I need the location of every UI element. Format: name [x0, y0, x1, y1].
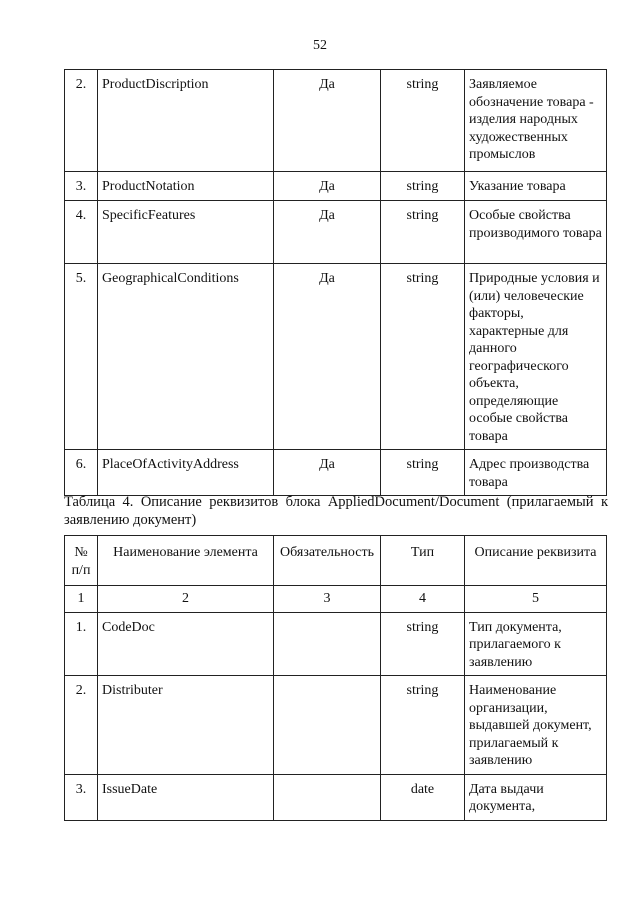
requisite-description: Природные условия и (или) человеческие факторы, характерные для данного географического объекта, определяющие особые свойства товара [465, 264, 607, 450]
table-row [65, 450, 607, 496]
element-name: IssueDate [98, 774, 274, 820]
element-name: Distributer [98, 676, 274, 775]
table-row [65, 774, 607, 820]
header-type: Тип [381, 536, 465, 586]
required-flag [274, 676, 381, 775]
requisite-description: Заявляемое обозначение товара - изделия народных художественных промыслов [465, 70, 607, 172]
requisite-description: Особые свойства производимого товара [465, 201, 607, 264]
data-type: string [381, 612, 465, 676]
header-element-name: Наименование элемента [98, 536, 274, 586]
element-name: PlaceOfActivityAddress [98, 450, 274, 496]
data-type: string [381, 450, 465, 496]
requisites-table-continued [64, 69, 607, 496]
column-number: 5 [465, 586, 607, 613]
data-type: string [381, 264, 465, 450]
element-name: ProductNotation [98, 172, 274, 201]
required-flag: Да [274, 450, 381, 496]
element-name: CodeDoc [98, 612, 274, 676]
table-header-row [65, 536, 607, 586]
table-row [65, 70, 607, 172]
required-flag: Да [274, 201, 381, 264]
column-number: 4 [381, 586, 465, 613]
data-type: string [381, 201, 465, 264]
requisite-description: Наименование организации, выдавшей документ, прилагаемый к заявлению [465, 676, 607, 775]
header-required: Обязательность [274, 536, 381, 586]
column-number-row [65, 586, 607, 613]
table-row [65, 201, 607, 264]
row-number: 6. [65, 450, 98, 496]
data-type: string [381, 676, 465, 775]
required-flag: Да [274, 172, 381, 201]
required-flag: Да [274, 70, 381, 172]
column-number: 3 [274, 586, 381, 613]
table-caption: Таблица 4. Описание реквизитов блока AppliedDocument/Document (прилагаемый к заявлению документ) [64, 494, 608, 528]
column-number: 2 [98, 586, 274, 613]
data-type: string [381, 172, 465, 201]
row-number: 1. [65, 612, 98, 676]
required-flag [274, 774, 381, 820]
requisite-description: Адрес производства товара [465, 450, 607, 496]
data-type: date [381, 774, 465, 820]
page-number: 52 [313, 38, 327, 53]
element-name: GeographicalConditions [98, 264, 274, 450]
table-row [65, 676, 607, 775]
requisite-description: Указание товара [465, 172, 607, 201]
header-description: Описание реквизита [465, 536, 607, 586]
table-row [65, 172, 607, 201]
required-flag [274, 612, 381, 676]
requisite-description: Дата выдачи документа, [465, 774, 607, 820]
header-number: № п/п [65, 536, 98, 586]
row-number: 4. [65, 201, 98, 264]
element-name: SpecificFeatures [98, 201, 274, 264]
row-number: 2. [65, 676, 98, 775]
row-number: 3. [65, 774, 98, 820]
row-number: 5. [65, 264, 98, 450]
requisite-description: Тип документа, прилагаемого к заявлению [465, 612, 607, 676]
applied-document-table [64, 535, 607, 821]
element-name: ProductDiscription [98, 70, 274, 172]
row-number: 3. [65, 172, 98, 201]
column-number: 1 [65, 586, 98, 613]
row-number: 2. [65, 70, 98, 172]
data-type: string [381, 70, 465, 172]
table-row [65, 612, 607, 676]
required-flag: Да [274, 264, 381, 450]
table-row [65, 264, 607, 450]
